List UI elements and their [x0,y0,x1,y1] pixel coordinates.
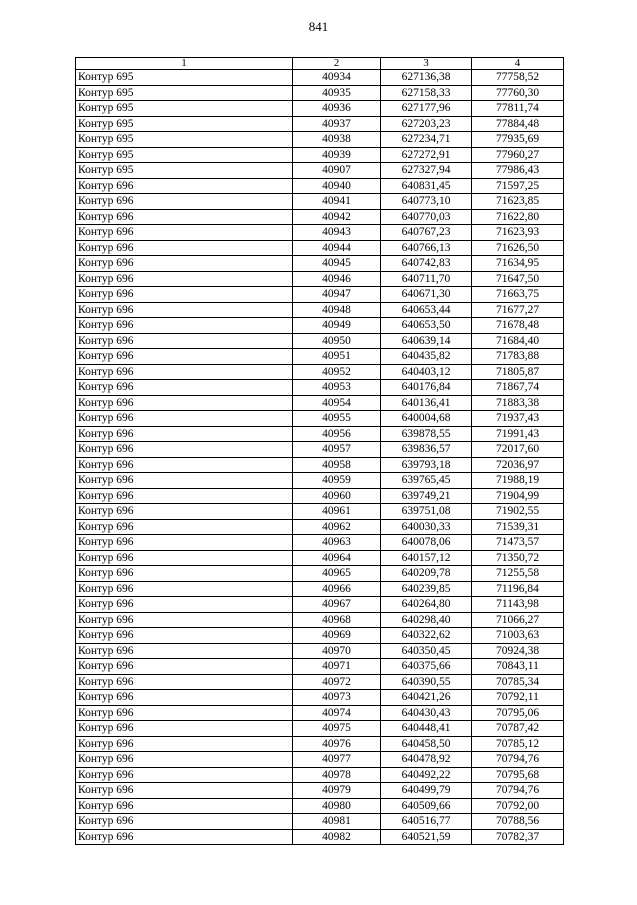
x-coordinate-cell: 640403,12 [381,364,472,380]
contour-name-cell: Контур 696 [76,488,293,504]
header-col-3: 3 [381,58,472,70]
x-coordinate-cell: 640157,12 [381,550,472,566]
point-number-cell: 40940 [293,178,381,194]
x-coordinate-cell: 640671,30 [381,287,472,303]
contour-name-cell: Контур 696 [76,302,293,318]
contour-name-cell: Контур 696 [76,442,293,458]
table-row [76,85,564,101]
contour-name-cell: Контур 696 [76,535,293,551]
contour-name-cell: Контур 696 [76,333,293,349]
x-coordinate-cell: 639878,55 [381,426,472,442]
table-row [76,147,564,163]
point-number-cell: 40971 [293,659,381,675]
table-row [76,457,564,473]
contour-name-cell: Контур 696 [76,240,293,256]
y-coordinate-cell: 71066,27 [472,612,564,628]
table-row [76,256,564,272]
y-coordinate-cell: 77758,52 [472,70,564,86]
table-row [76,240,564,256]
table-row [76,101,564,117]
contour-name-cell: Контур 696 [76,256,293,272]
header-row [76,58,564,70]
table-row [76,380,564,396]
x-coordinate-cell: 627272,91 [381,147,472,163]
y-coordinate-cell: 70788,56 [472,814,564,830]
header-col-1: 1 [76,58,293,70]
x-coordinate-cell: 640516,77 [381,814,472,830]
y-coordinate-cell: 71678,48 [472,318,564,334]
table-row [76,814,564,830]
contour-name-cell: Контур 696 [76,736,293,752]
y-coordinate-cell: 71539,31 [472,519,564,535]
y-coordinate-cell: 70792,00 [472,798,564,814]
x-coordinate-cell: 640435,82 [381,349,472,365]
y-coordinate-cell: 77960,27 [472,147,564,163]
table-row [76,318,564,334]
y-coordinate-cell: 77760,30 [472,85,564,101]
table-row [76,488,564,504]
contour-name-cell: Контур 695 [76,85,293,101]
point-number-cell: 40944 [293,240,381,256]
x-coordinate-cell: 639836,57 [381,442,472,458]
x-coordinate-cell: 640448,41 [381,721,472,737]
table-row [76,194,564,210]
x-coordinate-cell: 640421,26 [381,690,472,706]
contour-name-cell: Контур 696 [76,349,293,365]
point-number-cell: 40961 [293,504,381,520]
table-row [76,442,564,458]
contour-name-cell: Контур 696 [76,674,293,690]
table-row [76,767,564,783]
y-coordinate-cell: 71991,43 [472,426,564,442]
point-number-cell: 40937 [293,116,381,132]
x-coordinate-cell: 627158,33 [381,85,472,101]
contour-name-cell: Контур 696 [76,519,293,535]
y-coordinate-cell: 72036,97 [472,457,564,473]
table-row [76,116,564,132]
x-coordinate-cell: 640375,66 [381,659,472,675]
x-coordinate-cell: 627203,23 [381,116,472,132]
x-coordinate-cell: 640458,50 [381,736,472,752]
point-number-cell: 40942 [293,209,381,225]
point-number-cell: 40939 [293,147,381,163]
point-number-cell: 40907 [293,163,381,179]
table-row [76,643,564,659]
y-coordinate-cell: 71622,80 [472,209,564,225]
contour-name-cell: Контур 696 [76,271,293,287]
y-coordinate-cell: 71626,50 [472,240,564,256]
point-number-cell: 40969 [293,628,381,644]
x-coordinate-cell: 640478,92 [381,752,472,768]
table-row [76,395,564,411]
y-coordinate-cell: 71623,85 [472,194,564,210]
y-coordinate-cell: 70794,76 [472,783,564,799]
point-number-cell: 40977 [293,752,381,768]
x-coordinate-cell: 640209,78 [381,566,472,582]
point-number-cell: 40938 [293,132,381,148]
y-coordinate-cell: 70785,34 [472,674,564,690]
y-coordinate-cell: 70792,11 [472,690,564,706]
y-coordinate-cell: 77884,48 [472,116,564,132]
contour-name-cell: Контур 696 [76,457,293,473]
x-coordinate-cell: 627136,38 [381,70,472,86]
point-number-cell: 40934 [293,70,381,86]
contour-name-cell: Контур 696 [76,783,293,799]
point-number-cell: 40967 [293,597,381,613]
point-number-cell: 40965 [293,566,381,582]
table-row [76,783,564,799]
y-coordinate-cell: 71883,38 [472,395,564,411]
x-coordinate-cell: 640653,50 [381,318,472,334]
x-coordinate-cell: 640239,85 [381,581,472,597]
point-number-cell: 40968 [293,612,381,628]
y-coordinate-cell: 71684,40 [472,333,564,349]
contour-name-cell: Контур 696 [76,194,293,210]
y-coordinate-cell: 71143,98 [472,597,564,613]
x-coordinate-cell: 640766,13 [381,240,472,256]
x-coordinate-cell: 639751,08 [381,504,472,520]
y-coordinate-cell: 77811,74 [472,101,564,117]
contour-name-cell: Контур 696 [76,473,293,489]
x-coordinate-cell: 639749,21 [381,488,472,504]
contour-name-cell: Контур 696 [76,581,293,597]
contour-name-cell: Контур 696 [76,628,293,644]
table-row [76,426,564,442]
contour-name-cell: Контур 696 [76,178,293,194]
contour-name-cell: Контур 695 [76,163,293,179]
point-number-cell: 40946 [293,271,381,287]
table-row [76,674,564,690]
contour-name-cell: Контур 696 [76,566,293,582]
x-coordinate-cell: 640770,03 [381,209,472,225]
y-coordinate-cell: 71597,25 [472,178,564,194]
point-number-cell: 40956 [293,426,381,442]
point-number-cell: 40963 [293,535,381,551]
point-number-cell: 40936 [293,101,381,117]
point-number-cell: 40960 [293,488,381,504]
x-coordinate-cell: 640390,55 [381,674,472,690]
x-coordinate-cell: 640492,22 [381,767,472,783]
contour-name-cell: Контур 696 [76,287,293,303]
y-coordinate-cell: 71937,43 [472,411,564,427]
x-coordinate-cell: 640773,10 [381,194,472,210]
contour-name-cell: Контур 696 [76,752,293,768]
x-coordinate-cell: 640136,41 [381,395,472,411]
contour-name-cell: Контур 695 [76,116,293,132]
table-row [76,581,564,597]
contour-name-cell: Контур 696 [76,225,293,241]
table-row [76,504,564,520]
point-number-cell: 40948 [293,302,381,318]
table-row [76,349,564,365]
contour-name-cell: Контур 696 [76,411,293,427]
table-row [76,70,564,86]
y-coordinate-cell: 77935,69 [472,132,564,148]
page-number: 841 [308,19,329,34]
y-coordinate-cell: 71867,74 [472,380,564,396]
table-row [76,535,564,551]
y-coordinate-cell: 77986,43 [472,163,564,179]
point-number-cell: 40974 [293,705,381,721]
point-number-cell: 40962 [293,519,381,535]
y-coordinate-cell: 71623,93 [472,225,564,241]
table-row [76,721,564,737]
table-body [76,70,564,845]
table-row [76,597,564,613]
header-col-4: 4 [472,58,564,70]
y-coordinate-cell: 72017,60 [472,442,564,458]
contour-name-cell: Контур 695 [76,101,293,117]
y-coordinate-cell: 71663,75 [472,287,564,303]
y-coordinate-cell: 71904,99 [472,488,564,504]
contour-name-cell: Контур 696 [76,721,293,737]
point-number-cell: 40953 [293,380,381,396]
point-number-cell: 40979 [293,783,381,799]
x-coordinate-cell: 640264,80 [381,597,472,613]
x-coordinate-cell: 640078,06 [381,535,472,551]
contour-name-cell: Контур 695 [76,132,293,148]
header-col-2: 2 [293,58,381,70]
x-coordinate-cell: 640030,33 [381,519,472,535]
point-number-cell: 40973 [293,690,381,706]
x-coordinate-cell: 640004,68 [381,411,472,427]
x-coordinate-cell: 640322,62 [381,628,472,644]
x-coordinate-cell: 640639,14 [381,333,472,349]
table-row [76,225,564,241]
coordinates-table [75,57,564,845]
table-row [76,411,564,427]
x-coordinate-cell: 640831,45 [381,178,472,194]
contour-name-cell: Контур 696 [76,318,293,334]
point-number-cell: 40975 [293,721,381,737]
x-coordinate-cell: 639765,45 [381,473,472,489]
contour-name-cell: Контур 696 [76,380,293,396]
table-row [76,473,564,489]
table-row [76,550,564,566]
contour-name-cell: Контур 696 [76,395,293,411]
x-coordinate-cell: 627234,71 [381,132,472,148]
point-number-cell: 40945 [293,256,381,272]
table-row [76,333,564,349]
table-row [76,209,564,225]
point-number-cell: 40935 [293,85,381,101]
table-row [76,566,564,582]
y-coordinate-cell: 71805,87 [472,364,564,380]
y-coordinate-cell: 71677,27 [472,302,564,318]
table-row [76,736,564,752]
table-row [76,690,564,706]
point-number-cell: 40952 [293,364,381,380]
y-coordinate-cell: 71255,58 [472,566,564,582]
point-number-cell: 40954 [293,395,381,411]
point-number-cell: 40943 [293,225,381,241]
point-number-cell: 40981 [293,814,381,830]
y-coordinate-cell: 71988,19 [472,473,564,489]
table-row [76,302,564,318]
table-header [76,58,564,70]
y-coordinate-cell: 70795,06 [472,705,564,721]
y-coordinate-cell: 70782,37 [472,829,564,845]
contour-name-cell: Контур 696 [76,659,293,675]
contour-name-cell: Контур 696 [76,209,293,225]
table-row [76,798,564,814]
x-coordinate-cell: 640711,70 [381,271,472,287]
x-coordinate-cell: 640521,59 [381,829,472,845]
contour-name-cell: Контур 695 [76,70,293,86]
table-row [76,163,564,179]
x-coordinate-cell: 640742,83 [381,256,472,272]
x-coordinate-cell: 640767,23 [381,225,472,241]
y-coordinate-cell: 70843,11 [472,659,564,675]
x-coordinate-cell: 640653,44 [381,302,472,318]
y-coordinate-cell: 70924,38 [472,643,564,659]
point-number-cell: 40958 [293,457,381,473]
y-coordinate-cell: 71783,88 [472,349,564,365]
contour-name-cell: Контур 696 [76,426,293,442]
y-coordinate-cell: 71634,95 [472,256,564,272]
table-row [76,612,564,628]
contour-name-cell: Контур 696 [76,705,293,721]
y-coordinate-cell: 71902,55 [472,504,564,520]
point-number-cell: 40959 [293,473,381,489]
x-coordinate-cell: 627327,94 [381,163,472,179]
point-number-cell: 40978 [293,767,381,783]
contour-name-cell: Контур 696 [76,364,293,380]
contour-name-cell: Контур 696 [76,643,293,659]
point-number-cell: 40941 [293,194,381,210]
x-coordinate-cell: 640176,84 [381,380,472,396]
x-coordinate-cell: 640350,45 [381,643,472,659]
table-row [76,178,564,194]
y-coordinate-cell: 70794,76 [472,752,564,768]
point-number-cell: 40970 [293,643,381,659]
table-row [76,705,564,721]
point-number-cell: 40955 [293,411,381,427]
y-coordinate-cell: 71647,50 [472,271,564,287]
contour-name-cell: Контур 696 [76,767,293,783]
table-row [76,752,564,768]
point-number-cell: 40950 [293,333,381,349]
x-coordinate-cell: 627177,96 [381,101,472,117]
table-row [76,628,564,644]
point-number-cell: 40949 [293,318,381,334]
x-coordinate-cell: 640509,66 [381,798,472,814]
x-coordinate-cell: 639793,18 [381,457,472,473]
x-coordinate-cell: 640499,79 [381,783,472,799]
x-coordinate-cell: 640298,40 [381,612,472,628]
y-coordinate-cell: 70787,42 [472,721,564,737]
contour-name-cell: Контур 696 [76,612,293,628]
point-number-cell: 40964 [293,550,381,566]
y-coordinate-cell: 71196,84 [472,581,564,597]
table-row [76,364,564,380]
contour-name-cell: Контур 696 [76,814,293,830]
table-row [76,271,564,287]
x-coordinate-cell: 640430,43 [381,705,472,721]
table-row [76,659,564,675]
point-number-cell: 40980 [293,798,381,814]
table-row [76,519,564,535]
contour-name-cell: Контур 696 [76,504,293,520]
y-coordinate-cell: 71350,72 [472,550,564,566]
contour-name-cell: Контур 696 [76,829,293,845]
y-coordinate-cell: 71473,57 [472,535,564,551]
y-coordinate-cell: 71003,63 [472,628,564,644]
point-number-cell: 40957 [293,442,381,458]
point-number-cell: 40976 [293,736,381,752]
contour-name-cell: Контур 696 [76,690,293,706]
y-coordinate-cell: 70785,12 [472,736,564,752]
point-number-cell: 40966 [293,581,381,597]
y-coordinate-cell: 70795,68 [472,767,564,783]
table-row [76,132,564,148]
table-row [76,287,564,303]
point-number-cell: 40947 [293,287,381,303]
contour-name-cell: Контур 696 [76,550,293,566]
contour-name-cell: Контур 695 [76,147,293,163]
point-number-cell: 40982 [293,829,381,845]
point-number-cell: 40951 [293,349,381,365]
point-number-cell: 40972 [293,674,381,690]
table-row [76,829,564,845]
contour-name-cell: Контур 696 [76,798,293,814]
contour-name-cell: Контур 696 [76,597,293,613]
